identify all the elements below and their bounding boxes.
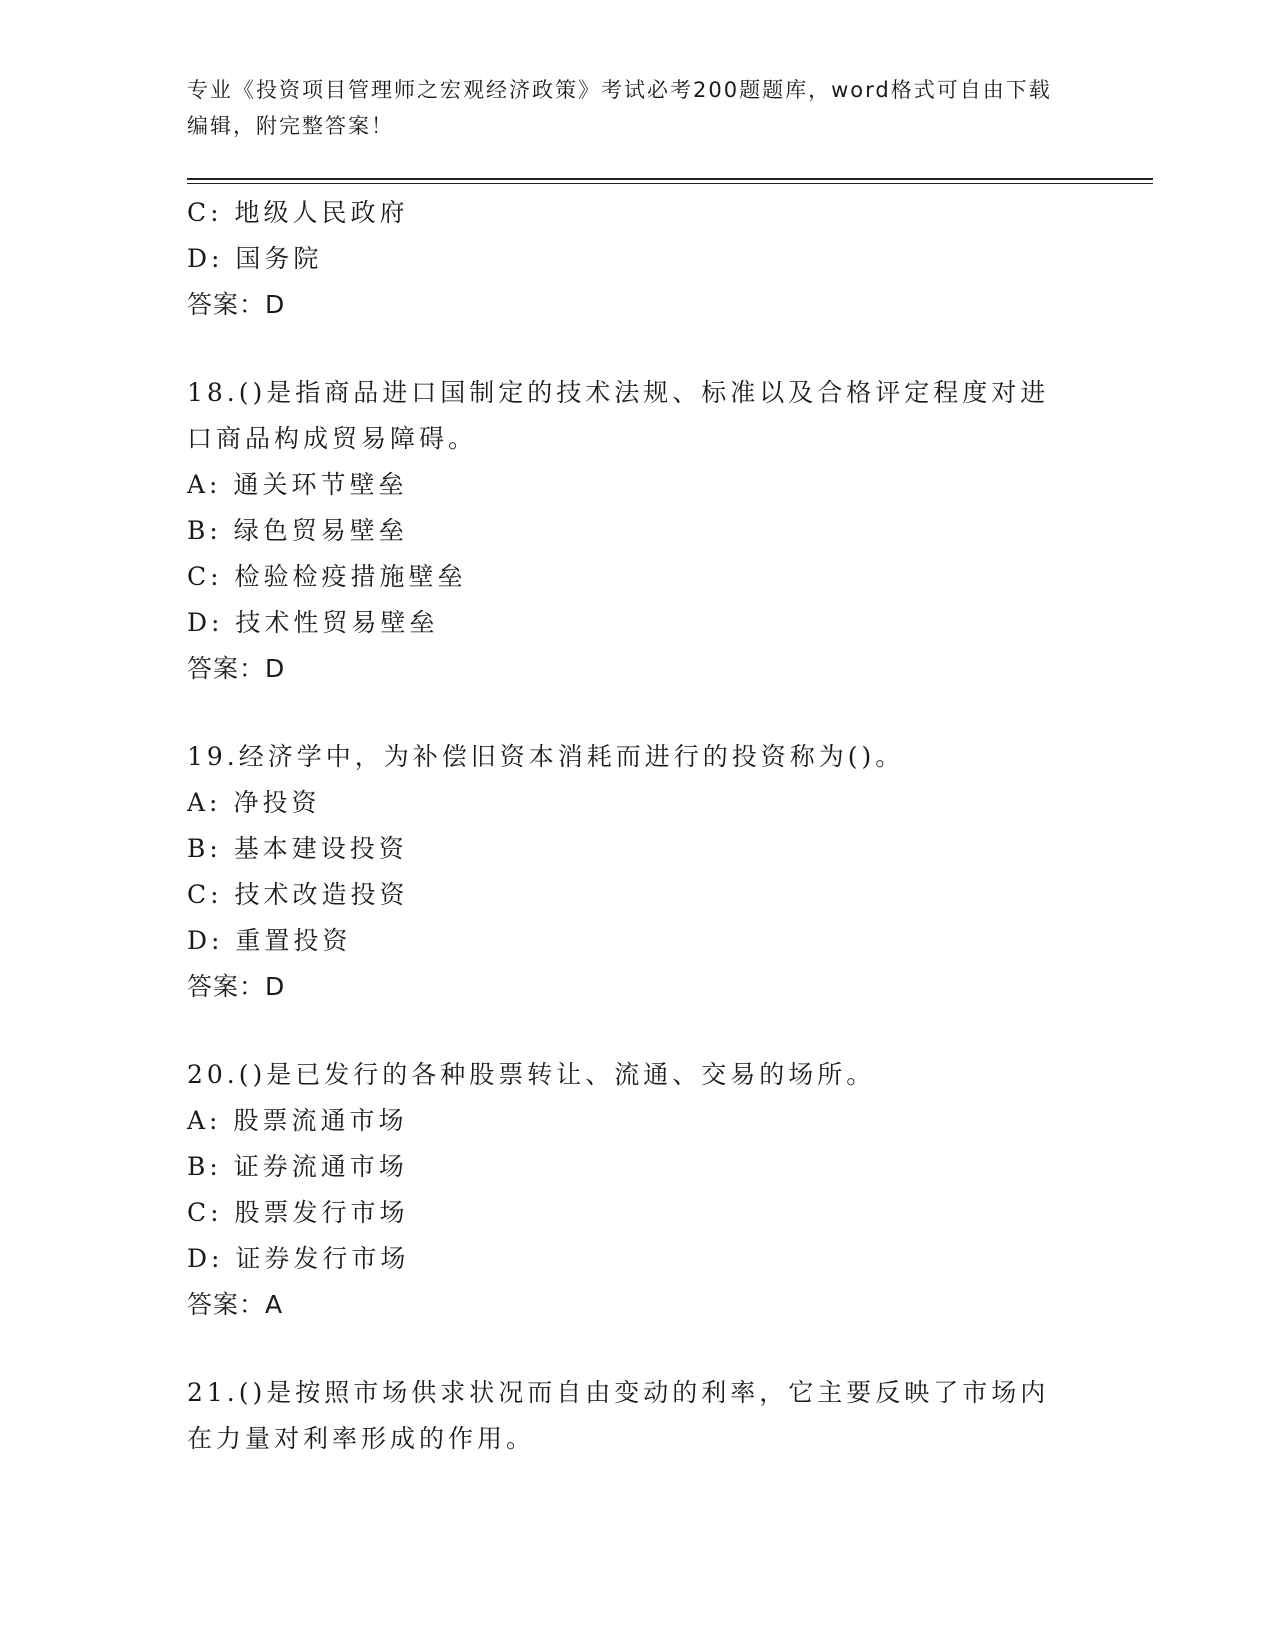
spacer [187, 328, 1087, 370]
option-text: 国务院 [235, 244, 323, 273]
option-label: B: [187, 516, 222, 545]
option-a [187, 1098, 1087, 1144]
option-label: B: [187, 1152, 222, 1181]
question-stem: 19.经济学中，为补偿旧资本消耗而进行的投资称为()。 [187, 742, 905, 771]
option-text: 检验检疫措施壁垒 [234, 562, 467, 591]
answer-line: 答案：A [187, 1290, 284, 1319]
option-text: 股票流通市场 [233, 1106, 408, 1135]
option-d [187, 1236, 1087, 1282]
option-text: 净投资 [233, 788, 321, 817]
option-label: D: [187, 608, 224, 637]
spacer [187, 692, 1087, 734]
option-label: A: [187, 788, 222, 817]
spacer [187, 1010, 1087, 1052]
option-label: D: [187, 926, 224, 955]
question-21 [187, 1370, 1087, 1462]
option-text: 重置投资 [235, 926, 352, 955]
option-d [187, 600, 1087, 646]
question-stem: 18.()是指商品进口国制定的技术法规、标准以及合格评定程度对进口商品构成贸易障碍。 [187, 378, 1050, 453]
option-c [187, 872, 1087, 918]
option-text: 证券发行市场 [235, 1244, 410, 1273]
option-label: C: [187, 198, 223, 227]
option-text: 绿色贸易壁垒 [233, 516, 408, 545]
option-b [187, 826, 1087, 872]
question-18 [187, 370, 1087, 692]
option-c [187, 190, 1087, 236]
answer-line: 答案：D [187, 290, 286, 319]
question-20 [187, 1052, 1087, 1328]
question-stem: 21.()是按照市场供求状况而自由变动的利率，它主要反映了市场内在力量对利率形成的作用。 [187, 1378, 1050, 1453]
question-17-tail [187, 190, 1087, 328]
option-text: 股票发行市场 [234, 1198, 409, 1227]
question-stem: 20.()是已发行的各种股票转让、流通、交易的场所。 [187, 1060, 876, 1089]
option-d [187, 918, 1087, 964]
option-label: A: [187, 1106, 222, 1135]
option-b [187, 508, 1087, 554]
option-d [187, 236, 1087, 282]
option-b [187, 1144, 1087, 1190]
option-label: C: [187, 880, 223, 909]
option-label: D: [187, 244, 224, 273]
option-a [187, 462, 1087, 508]
answer-line: 答案：D [187, 972, 286, 1001]
option-text: 基本建设投资 [233, 834, 408, 863]
header-rule-thick [187, 178, 1153, 180]
header-text: 专业《投资项目管理师之宏观经济政策》考试必考200题题库，word格式可自由下载编辑，附完整答案！ [187, 78, 1052, 138]
option-a [187, 780, 1087, 826]
option-text: 通关环节壁垒 [233, 470, 408, 499]
option-text: 证券流通市场 [233, 1152, 408, 1181]
option-label: A: [187, 470, 222, 499]
answer-line: 答案：D [187, 654, 286, 683]
spacer [187, 1328, 1087, 1370]
option-text: 技术性贸易壁垒 [235, 608, 439, 637]
document-header [187, 72, 1067, 144]
option-text: 技术改造投资 [234, 880, 409, 909]
option-label: C: [187, 1198, 223, 1227]
option-c [187, 1190, 1087, 1236]
option-label: D: [187, 1244, 224, 1273]
option-label: C: [187, 562, 223, 591]
header-rule-thin [187, 183, 1153, 184]
option-c [187, 554, 1087, 600]
question-list [187, 190, 1087, 1462]
option-label: B: [187, 834, 222, 863]
option-text: 地级人民政府 [234, 198, 409, 227]
question-19 [187, 734, 1087, 1010]
